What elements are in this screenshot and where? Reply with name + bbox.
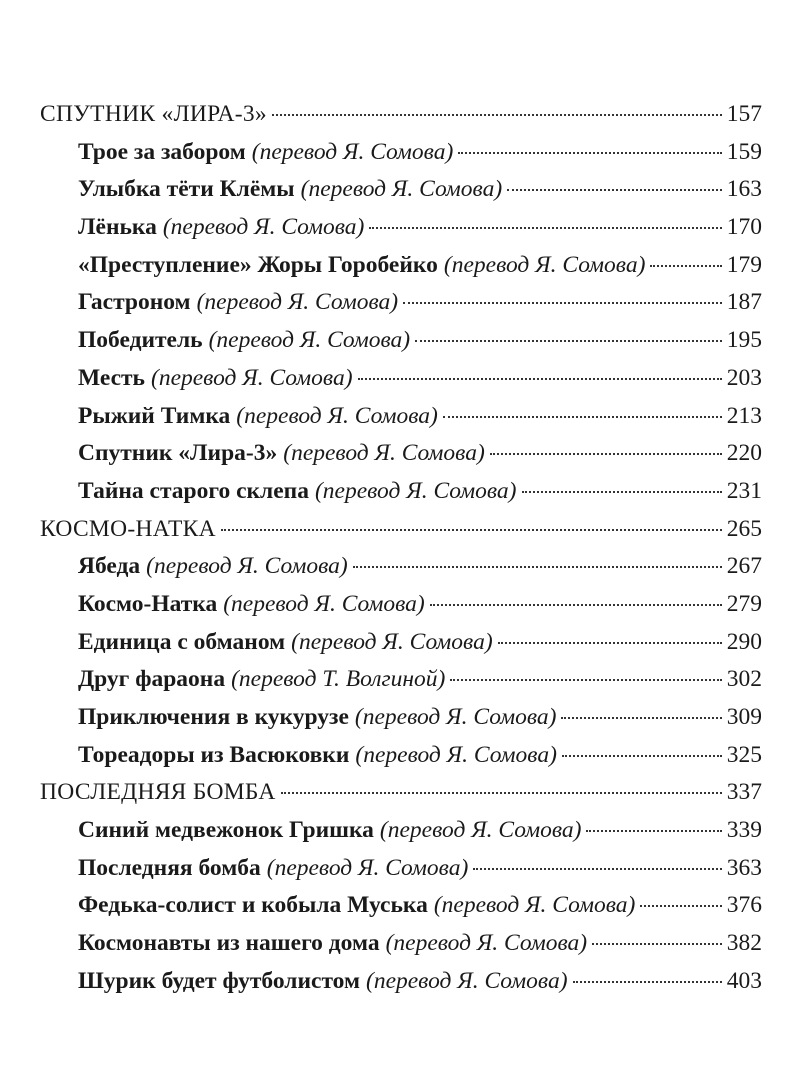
entry-title: Улыбка тёти Клёмы	[78, 176, 295, 203]
translator-note: (перевод Я. Сомова)	[196, 289, 399, 316]
entry-title: Тайна старого склепа	[78, 477, 309, 504]
dot-leader	[450, 679, 721, 681]
toc-entry-row	[40, 850, 762, 888]
translator-note: (перевод Я. Сомова)	[283, 440, 485, 467]
entry-title: Единица с обманом	[78, 628, 286, 655]
toc-entry-row	[40, 360, 762, 398]
toc-entry-row	[40, 284, 762, 322]
dot-leader	[430, 604, 722, 606]
toc-entry-row	[40, 398, 762, 436]
page-number: 213	[726, 402, 762, 429]
dot-leader	[592, 943, 722, 945]
dot-leader	[650, 265, 721, 267]
entry-title: Синий медвежонок Гришка	[78, 817, 374, 844]
page-number: 159	[726, 138, 762, 165]
dot-leader	[369, 227, 721, 229]
translator-note: (перевод Я. Сомова)	[385, 930, 588, 957]
page-number: 309	[726, 704, 762, 730]
translator-note: (перевод Я. Сомова)	[146, 553, 348, 580]
dot-leader	[221, 529, 722, 531]
dot-leader	[562, 755, 722, 757]
translator-note: (перевод Т. Волгиной)	[231, 666, 446, 693]
entry-title: Друг фараона	[78, 666, 226, 693]
entry-title: Космонавты из нашего дома	[78, 930, 380, 957]
toc-entry-row	[40, 548, 762, 586]
translator-note: (перевод Я. Сомова)	[162, 214, 365, 241]
entry-title: Последняя бомба	[78, 854, 261, 881]
table-of-contents	[40, 96, 762, 1001]
translator-note: (перевод Я. Сомова)	[314, 477, 517, 504]
page-number: 179	[726, 251, 762, 278]
entry-title: Трое за забором	[78, 138, 246, 165]
toc-entry-row	[40, 209, 762, 247]
dot-leader	[473, 868, 721, 870]
page-number: 363	[726, 854, 762, 881]
translator-note: (перевод Я. Сомова)	[223, 590, 425, 617]
toc-entry-row	[40, 925, 762, 963]
dot-leader	[573, 981, 722, 983]
page-number: 163	[726, 176, 762, 203]
entry-title: Ябеда	[78, 553, 141, 580]
toc-entry-row	[40, 134, 762, 172]
dot-leader	[586, 830, 721, 832]
dot-leader	[415, 340, 722, 342]
translator-note: (перевод Я. Сомова)	[266, 854, 469, 881]
section-title: СПУТНИК «ЛИРА-3»	[40, 101, 267, 127]
toc-entry-row	[40, 661, 762, 699]
entry-title: Победитель	[78, 327, 203, 354]
page-number: 170	[726, 214, 762, 241]
dot-leader	[403, 302, 722, 304]
toc-section-row	[40, 511, 762, 549]
entry-title: Лёнька	[78, 214, 157, 241]
page-number: 203	[726, 364, 762, 391]
entry-title: Приключения в кукурузе	[78, 704, 349, 730]
page-number: 157	[726, 101, 762, 127]
toc-entry-row	[40, 887, 762, 925]
entry-title: Космо-Натка	[78, 590, 218, 617]
translator-note: (перевод Я. Сомова)	[151, 364, 353, 391]
toc-entry-row	[40, 812, 762, 850]
translator-note: (перевод Я. Сомова)	[251, 138, 454, 165]
page-number: 290	[726, 628, 762, 655]
entry-title: Рыжий Тимка	[78, 402, 231, 429]
section-title: КОСМО-НАТКА	[40, 515, 216, 542]
toc-entry-row	[40, 586, 762, 624]
translator-note: (перевод Я. Сомова)	[354, 704, 557, 730]
toc-entry-row	[40, 171, 762, 209]
page-number: 403	[726, 967, 762, 994]
toc-entry-row	[40, 624, 762, 662]
dot-leader	[498, 642, 722, 644]
page-number: 220	[726, 440, 762, 467]
translator-note: (перевод Я. Сомова)	[379, 817, 582, 844]
entry-title: «Преступление» Жоры Горобейко	[78, 251, 438, 278]
page-number: 195	[726, 327, 762, 354]
toc-entry-row	[40, 699, 762, 737]
dot-leader	[522, 491, 722, 493]
page-number: 339	[726, 817, 762, 844]
entry-title: Тореадоры из Васюковки	[78, 741, 350, 768]
page-number: 267	[726, 553, 762, 580]
dot-leader	[358, 378, 722, 380]
dot-leader	[640, 905, 721, 907]
dot-leader	[353, 566, 722, 568]
translator-note: (перевод Я. Сомова)	[433, 892, 636, 919]
dot-leader	[507, 189, 722, 191]
page-number: 265	[726, 515, 762, 542]
toc-entry-row	[40, 473, 762, 511]
section-title: ПОСЛЕДНЯЯ БОМБА	[40, 779, 276, 806]
translator-note: (перевод Я. Сомова)	[355, 741, 557, 768]
page-number: 231	[726, 477, 762, 504]
toc-section-row	[40, 774, 762, 812]
translator-note: (перевод Я. Сомова)	[291, 628, 493, 655]
entry-title: Месть	[78, 364, 145, 391]
toc-section-row	[40, 96, 762, 134]
toc-entry-row	[40, 435, 762, 473]
page-number: 279	[726, 590, 762, 617]
page-number: 376	[726, 892, 762, 919]
dot-leader	[272, 114, 722, 116]
dot-leader	[561, 717, 721, 719]
entry-title: Федька-солист и кобыла Муська	[78, 892, 428, 919]
toc-entry-row	[40, 737, 762, 775]
toc-entry-row	[40, 963, 762, 1001]
page-number: 302	[726, 666, 762, 693]
dot-leader	[281, 792, 722, 794]
translator-note: (перевод Я. Сомова)	[208, 327, 411, 354]
entry-title: Гастроном	[78, 289, 191, 316]
page-number: 325	[726, 741, 762, 768]
page-number: 337	[726, 779, 762, 806]
page-number: 382	[726, 930, 762, 957]
dot-leader	[490, 453, 722, 455]
dot-leader	[443, 416, 722, 418]
translator-note: (перевод Я. Сомова)	[366, 967, 568, 994]
translator-note: (перевод Я. Сомова)	[236, 402, 438, 429]
translator-note: (перевод Я. Сомова)	[300, 176, 503, 203]
toc-entry-row	[40, 322, 762, 360]
dot-leader	[458, 152, 721, 154]
entry-title: Спутник «Лира-3»	[78, 440, 278, 467]
page-number: 187	[726, 289, 762, 316]
toc-entry-row	[40, 247, 762, 285]
entry-title: Шурик будет футболистом	[78, 967, 360, 994]
translator-note: (перевод Я. Сомова)	[443, 251, 646, 278]
